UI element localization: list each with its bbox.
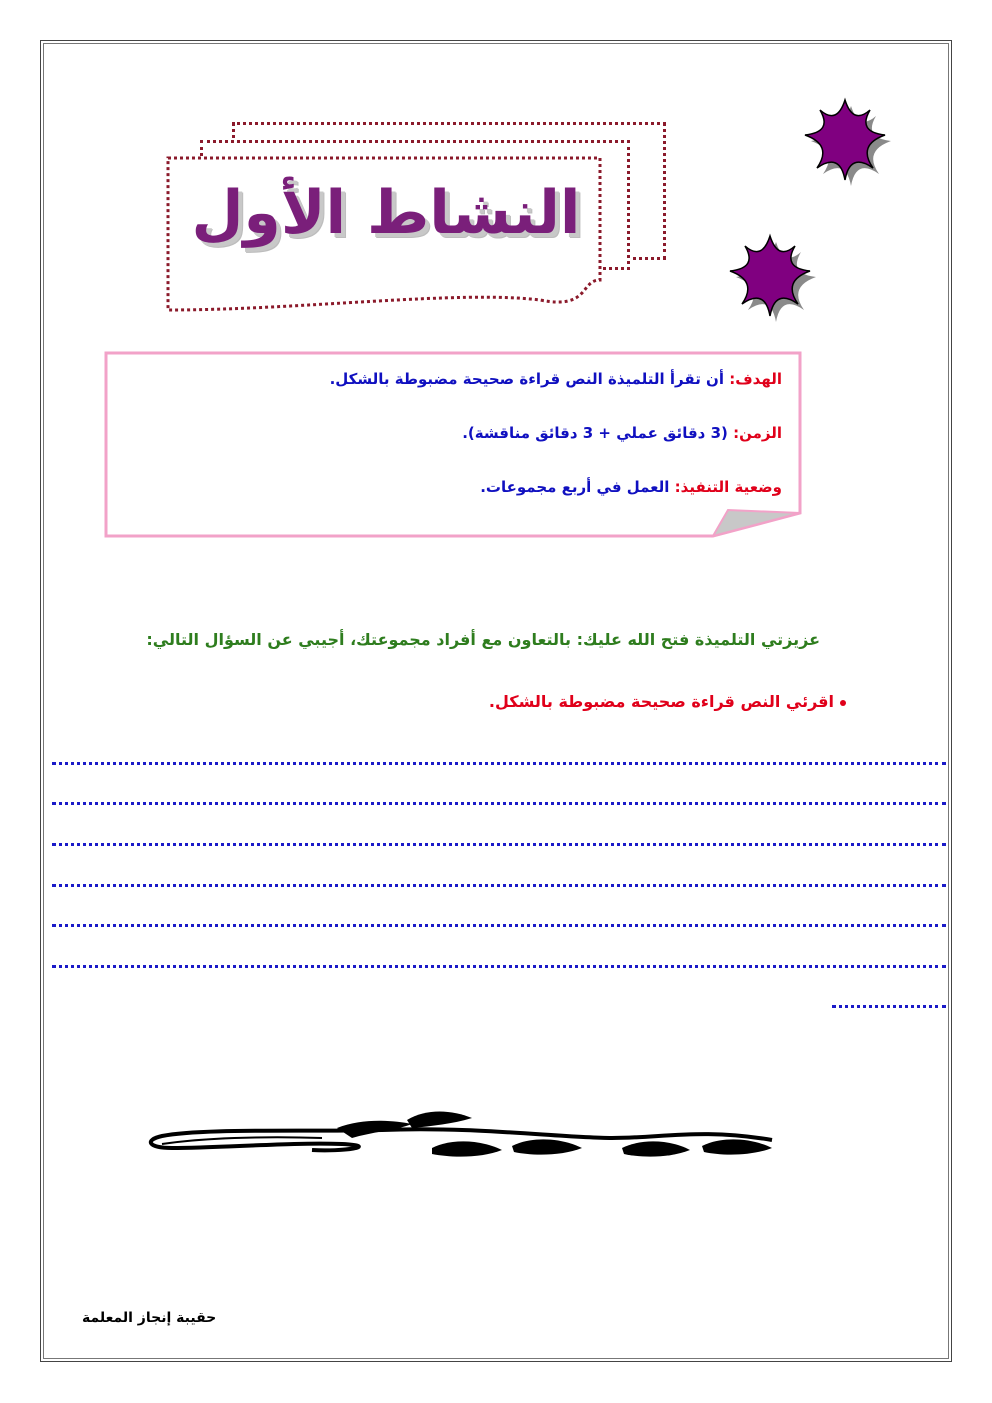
answer-line[interactable]	[52, 762, 946, 765]
answer-line[interactable]	[52, 924, 946, 927]
task-text: اقرئي النص قراءة صحيحة مضبوطة بالشكل.	[488, 692, 834, 711]
answer-line[interactable]	[52, 965, 946, 968]
answer-line-short[interactable]	[832, 1005, 946, 1008]
objective-text: أن تقرأ التلميذة النص قراءة صحيحة مضبوطة بالشكل.	[329, 370, 724, 388]
bullet-icon	[840, 700, 846, 706]
answer-line[interactable]	[52, 802, 946, 805]
answer-line[interactable]	[52, 884, 946, 887]
flourish-ornament	[142, 1108, 782, 1178]
setting-text: العمل في أربع مجموعات.	[480, 478, 670, 496]
setting-label: وضعية التنفيذ:	[674, 478, 782, 496]
flower-icon	[715, 226, 825, 326]
time-label: الزمن:	[733, 424, 782, 442]
answer-line[interactable]	[52, 843, 946, 846]
setting-line	[480, 478, 782, 496]
objective-label: الهدف:	[729, 370, 782, 388]
task-item	[489, 692, 846, 711]
time-text: (3 دقائق عملي + 3 دقائق مناقشة).	[462, 424, 728, 442]
footer-text: حقيبة إنجاز المعلمة	[82, 1310, 217, 1326]
page-title: النشاط الأول	[191, 178, 581, 248]
flower-icon	[790, 90, 900, 190]
time-line	[462, 424, 782, 442]
objective-line	[330, 370, 782, 388]
instruction-text: عزيزتي التلميذة فتح الله عليك: بالتعاون مع أفراد مجموعتك، أجيبي عن السؤال التالي:	[146, 630, 820, 649]
